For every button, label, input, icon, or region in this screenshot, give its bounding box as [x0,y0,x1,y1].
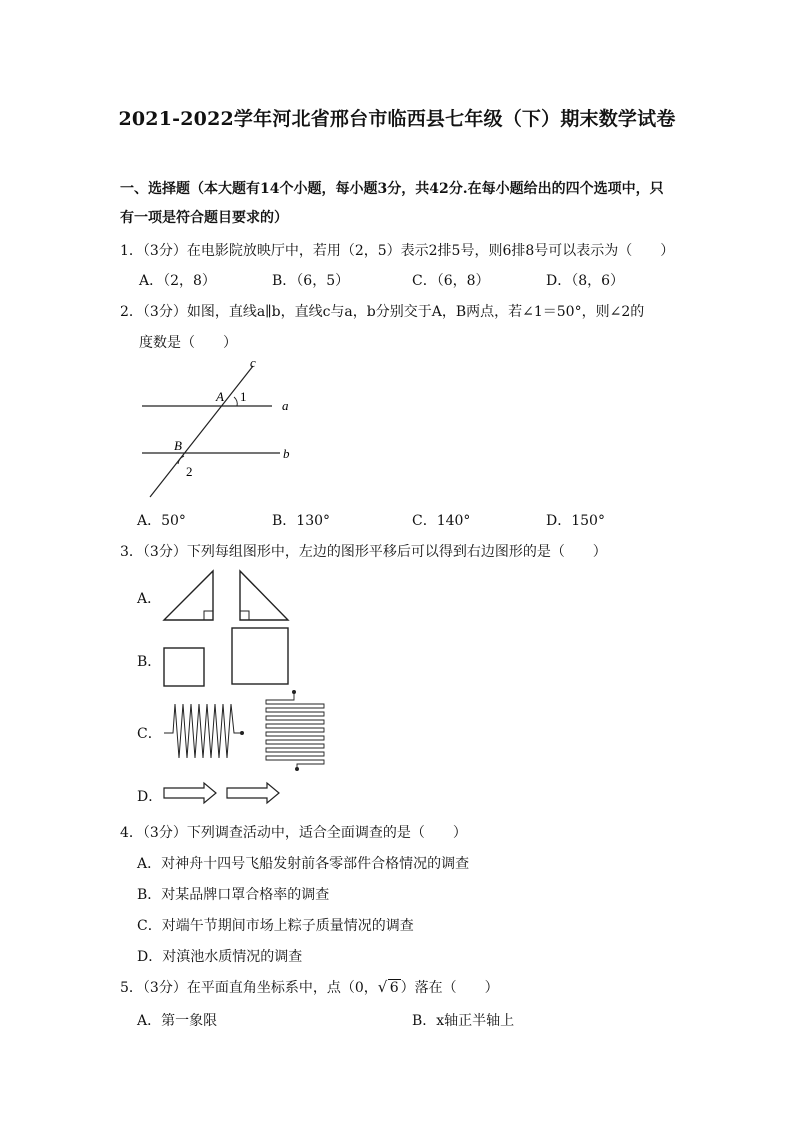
question-2-option-c: C．140° [412,513,471,529]
question-5-stem [120,977,499,997]
question-1-option-b: B．（6，5） [272,273,350,289]
label-2: 2 [186,464,193,479]
page-title: 2021-2022学年河北省邢台市临西县七年级（下）期末数学试卷 [118,108,676,130]
question-2-stem-line1: 2．（3分）如图，直线a∥b，直线c与a，b分别交于A，B两点，若∠1＝50°，则∠2的 [120,304,645,320]
angle-1-arc [234,397,237,406]
line-c [150,366,253,497]
question-3-option-c-figure [160,686,330,776]
question-3-option-a-label: A． [137,591,162,607]
question-4-option-a: A．对神舟十四号飞船发射前各零部件合格情况的调查 [137,856,470,872]
label-A: A [216,389,224,404]
label-1: 1 [240,389,247,404]
question-4-stem: 4．（3分）下列调查活动中，适合全面调查的是（ ） [120,825,467,841]
question-5-stem-post: ）落在（ ） [400,980,499,996]
question-2-option-d: D．150° [546,513,605,529]
question-2-stem-line2: 度数是（ ） [139,335,237,351]
section-heading-line1: 一、选择题（本大题有14个小题，每小题3分，共42分.在每小题给出的四个选项中，只 [120,181,664,197]
label-a: a [282,398,289,413]
label-B: B [174,438,182,453]
question-4-option-d: D．对滇池水质情况的调查 [137,949,303,965]
question-3-stem: 3．（3分）下列每组图形中，左边的图形平移后可以得到右边图形的是（ ） [120,544,607,560]
question-2-figure [130,352,305,502]
question-3-option-c-label: C． [137,726,162,742]
question-1-option-c: C．（6，8） [412,273,490,289]
label-c: c [250,355,256,370]
question-5-option-a: A．第一象限 [137,1013,218,1029]
section-heading-line2: 有一项是符合题目要求的） [120,210,288,226]
question-4-option-c: C．对端午节期间市场上粽子质量情况的调查 [137,918,414,934]
question-3-option-b-label: B． [137,654,162,670]
question-1-option-a: A．（2，8） [139,273,216,289]
question-5-radicand: 6 [389,980,399,996]
label-b: b [283,446,290,461]
question-3-option-d-label: D． [137,789,163,805]
question-1-option-d: D．（8，6） [546,273,625,289]
question-2-option-b: B．130° [272,513,331,529]
question-3-option-b-figure [160,625,295,689]
question-5-option-b: B．x轴正半轴上 [412,1013,515,1029]
sqrt-symbol: √ 6 [377,978,399,996]
question-2-option-a: A．50° [137,513,186,529]
question-1-stem: 1．（3分）在电影院放映厅中，若用（2，5）表示2排5号，则6排8号可以表示为（ ） [120,243,675,259]
question-3-option-d-figure [160,780,295,806]
question-3-option-a-figure [160,568,295,624]
question-4-option-b: B．对某品牌口罩合格率的调查 [137,887,330,903]
question-5-stem-pre: 5．（3分）在平面直角坐标系中，点（0， [120,980,378,996]
